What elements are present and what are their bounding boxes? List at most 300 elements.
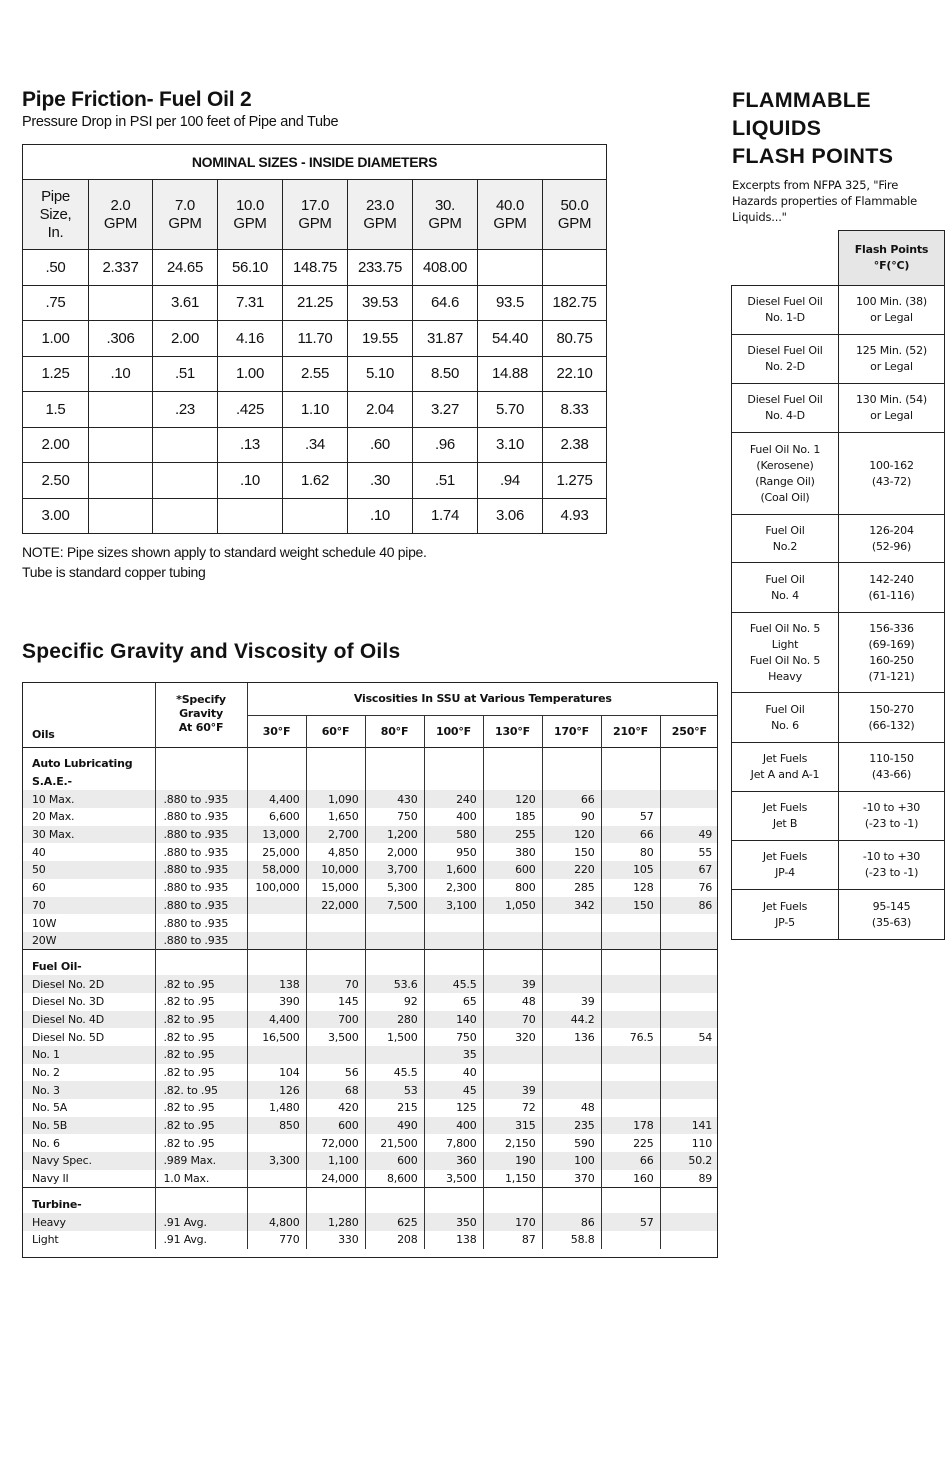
liquid-name <box>732 286 839 335</box>
table-cell: 76.5 <box>601 1028 660 1046</box>
table-cell: .82 to .95 <box>155 975 247 993</box>
table-cell: .880 to .935 <box>155 879 247 897</box>
table-cell: 190 <box>483 1152 542 1170</box>
table-cell: Heavy <box>22 1213 155 1231</box>
table-cell: 1,600 <box>424 861 483 879</box>
empty-cell <box>542 773 601 791</box>
table-cell: .10 <box>348 498 413 534</box>
flash-point-value <box>839 335 945 384</box>
table-row <box>23 285 607 321</box>
empty-cell <box>483 773 542 791</box>
table-row <box>732 433 945 515</box>
table-cell <box>601 993 660 1011</box>
table-cell: 430 <box>365 790 424 808</box>
section-header-row <box>22 773 718 791</box>
table-row <box>22 975 718 993</box>
table-cell <box>89 285 153 321</box>
table-cell: 3.10 <box>478 427 543 463</box>
section-gap <box>247 747 306 755</box>
table-cell: .13 <box>218 427 283 463</box>
value-line: (43-66) <box>871 768 912 781</box>
table-cell: 150 <box>542 843 601 861</box>
table-cell: Diesel No. 2D <box>22 975 155 993</box>
table-cell <box>218 498 283 534</box>
title-line: FLAMMABLE <box>732 88 871 112</box>
empty-cell <box>424 1196 483 1214</box>
table-cell: 58.8 <box>542 1231 601 1249</box>
empty-cell <box>424 755 483 773</box>
section-header-row <box>22 958 718 976</box>
table-row <box>22 1028 718 1046</box>
name-line: No. 4 <box>771 588 799 602</box>
table-cell: 40 <box>424 1064 483 1082</box>
empty-cell <box>155 1196 247 1214</box>
table-cell: 2,000 <box>365 843 424 861</box>
pipe-friction-table <box>22 144 607 534</box>
pipe-friction-subtitle: Pressure Drop in PSI per 100 feet of Pipe and Tube <box>22 114 339 130</box>
empty-cell <box>483 958 542 976</box>
table-cell: 57 <box>601 1213 660 1231</box>
table-cell: 1.74 <box>413 498 478 534</box>
table-cell: Diesel No. 4D <box>22 1011 155 1029</box>
table-cell: No. 5B <box>22 1117 155 1135</box>
table-cell <box>306 914 365 932</box>
table-cell: .82 to .95 <box>155 1028 247 1046</box>
name-line: Jet Fuels <box>762 899 808 913</box>
table-row <box>22 826 718 844</box>
table-cell: .82. to .95 <box>155 1081 247 1099</box>
flash-points-table <box>731 230 945 940</box>
table-cell: 87 <box>483 1231 542 1249</box>
table-row <box>732 792 945 841</box>
table-row <box>22 1081 718 1099</box>
value-line: 160-250 <box>869 653 914 667</box>
table-cell: 104 <box>247 1064 306 1082</box>
table-cell: 285 <box>542 879 601 897</box>
table-cell: 48 <box>483 993 542 1011</box>
table-cell: .34 <box>283 427 348 463</box>
table-cell: .30 <box>348 463 413 499</box>
empty-cell <box>155 773 247 791</box>
name-line: Jet Fuels <box>762 850 808 863</box>
table-cell: 86 <box>542 1213 601 1231</box>
name-line: Fuel Oil <box>765 702 805 716</box>
table-cell: 2.50 <box>23 463 89 499</box>
value-line: -10 to +30 <box>862 850 921 863</box>
table-cell: .82 to .95 <box>155 1046 247 1064</box>
empty-cell <box>660 958 718 976</box>
table-cell: 750 <box>365 808 424 826</box>
table-cell: 24,000 <box>306 1170 365 1188</box>
table-cell <box>542 975 601 993</box>
table-row <box>732 890 945 940</box>
table-cell: 138 <box>424 1231 483 1249</box>
name-line: Jet Fuels <box>762 801 808 814</box>
table-cell: .425 <box>218 392 283 428</box>
table-cell: 1,100 <box>306 1152 365 1170</box>
table-cell: 380 <box>483 843 542 861</box>
liquid-name <box>732 384 839 433</box>
table-row <box>22 861 718 879</box>
table-cell: 22,000 <box>306 897 365 915</box>
table-cell: 7,500 <box>365 897 424 915</box>
table-cell: 39 <box>542 993 601 1011</box>
table-row <box>23 463 607 499</box>
table-cell: 10 Max. <box>22 790 155 808</box>
header-line: 17.0 <box>301 196 329 214</box>
table-cell <box>601 975 660 993</box>
table-cell <box>660 1046 718 1064</box>
table-cell: 5.70 <box>478 392 543 428</box>
table-cell: 4,400 <box>247 790 306 808</box>
table-cell <box>247 1134 306 1152</box>
table-cell: 16,500 <box>247 1028 306 1046</box>
empty-cell <box>155 755 247 773</box>
section-gap <box>155 950 247 958</box>
table-cell: 22.10 <box>543 356 607 392</box>
excerpt-line: Liquids..." <box>732 210 787 224</box>
table-cell: 1.00 <box>218 356 283 392</box>
name-line: JP-4 <box>775 866 795 879</box>
header-line: 50.0 <box>560 196 589 214</box>
table-cell: 10W <box>32 916 57 930</box>
table-row <box>732 286 945 335</box>
empty-cell <box>483 755 542 773</box>
empty-cell <box>365 1196 424 1214</box>
value-line: 142-240 <box>869 572 914 586</box>
table-cell: Navy Spec. <box>22 1152 155 1170</box>
section-gap <box>306 950 365 958</box>
table-cell: 35 <box>424 1046 483 1064</box>
name-line: Diesel Fuel Oil <box>747 393 823 406</box>
table-cell: 3.00 <box>23 498 89 534</box>
table-cell: .306 <box>89 321 153 357</box>
table-cell: 2.00 <box>153 321 218 357</box>
section-gap <box>155 747 247 755</box>
table-cell: 4.16 <box>218 321 283 357</box>
table-cell: 48 <box>542 1099 601 1117</box>
name-line: No. 4-D <box>765 409 805 422</box>
table-cell: 580 <box>424 826 483 844</box>
table-cell: 420 <box>306 1099 365 1117</box>
header-line: 40.0 <box>496 196 524 214</box>
table-cell <box>153 463 218 499</box>
table-cell <box>542 1081 601 1099</box>
table-cell: 45.5 <box>365 1064 424 1082</box>
table-cell: 120 <box>542 826 601 844</box>
table-row <box>22 932 718 950</box>
specific-gravity-header <box>155 682 247 747</box>
table-row <box>23 356 607 392</box>
section-gap <box>542 1188 601 1196</box>
table-cell: 110 <box>660 1134 718 1152</box>
liquid-name <box>732 563 839 613</box>
table-cell <box>660 1064 718 1082</box>
table-row <box>23 250 607 286</box>
table-row <box>23 427 607 463</box>
table-cell: 30 Max. <box>22 826 155 844</box>
table-cell: 66 <box>542 790 601 808</box>
table-cell: .880 to .935 <box>155 826 247 844</box>
table-cell <box>365 1046 424 1064</box>
empty-cell <box>155 958 247 976</box>
temperature-header: 170°F <box>542 715 601 747</box>
table-cell: 240 <box>424 790 483 808</box>
table-cell <box>483 914 542 932</box>
section-gap <box>660 950 718 958</box>
value-line: (71-121) <box>868 669 915 683</box>
flash-point-value <box>839 384 945 433</box>
name-line: No. 1-D <box>765 311 805 324</box>
section-gap <box>483 747 542 755</box>
table-cell: 1.62 <box>283 463 348 499</box>
table-cell: 20 Max. <box>32 810 75 824</box>
table-cell <box>153 498 218 534</box>
header-line: GPM <box>493 214 527 232</box>
name-line: Light <box>771 637 799 651</box>
name-line: No. 6 <box>771 718 799 732</box>
table-row <box>732 613 945 693</box>
section-gap <box>483 950 542 958</box>
empty-cell <box>542 755 601 773</box>
liquid-name <box>732 743 839 792</box>
table-cell: 330 <box>306 1231 365 1249</box>
table-cell: 1,050 <box>483 897 542 915</box>
table-cell: Navy II <box>32 1171 69 1185</box>
table-cell <box>247 897 306 915</box>
table-cell: 400 <box>424 1117 483 1135</box>
table-cell: 1,280 <box>306 1213 365 1231</box>
table-cell: 950 <box>424 843 483 861</box>
table-cell: 126 <box>247 1081 306 1099</box>
header-line: 30. <box>435 196 455 214</box>
table-cell: 39 <box>483 1081 542 1099</box>
table-row <box>23 392 607 428</box>
table-row <box>22 843 718 861</box>
section-gap <box>155 1188 247 1196</box>
table-cell: 1.0 Max. <box>155 1170 247 1188</box>
table-cell <box>365 932 424 950</box>
empty-cell <box>424 773 483 791</box>
table-cell: 215 <box>365 1099 424 1117</box>
table-cell: 13,000 <box>247 826 306 844</box>
table-cell: 3,500 <box>306 1028 365 1046</box>
table-cell <box>247 1046 306 1064</box>
table-cell: 57 <box>601 808 660 826</box>
section-header-row <box>22 755 718 773</box>
section-gap <box>660 1188 718 1196</box>
table-cell <box>543 250 607 286</box>
table-cell: 800 <box>483 879 542 897</box>
flash-point-value <box>839 515 945 563</box>
table-cell: 14.88 <box>478 356 543 392</box>
table-cell <box>478 250 543 286</box>
table-cell <box>542 914 601 932</box>
table-cell: 39.53 <box>348 285 413 321</box>
flash-point-value <box>839 613 945 693</box>
table-cell: 2,150 <box>483 1134 542 1152</box>
table-cell: 45.5 <box>424 975 483 993</box>
table-cell <box>660 914 718 932</box>
table-cell <box>660 790 718 808</box>
table-cell: 138 <box>247 975 306 993</box>
table-cell: .60 <box>348 427 413 463</box>
table-row <box>22 1152 718 1170</box>
table-cell: 7.31 <box>218 285 283 321</box>
header-line: GPM <box>103 214 138 232</box>
table-cell <box>153 427 218 463</box>
table-cell: 49 <box>660 826 718 844</box>
pipe-friction-title: Pipe Friction- Fuel Oil 2 <box>22 88 252 111</box>
flash-points-title <box>732 86 893 170</box>
table-cell <box>601 914 660 932</box>
table-cell: 65 <box>424 993 483 1011</box>
pipe-friction-note <box>22 542 427 582</box>
value-line: (-23 to -1) <box>864 866 919 879</box>
table-cell <box>542 1064 601 1082</box>
table-cell: 600 <box>365 1152 424 1170</box>
table-cell: 233.75 <box>348 250 413 286</box>
section-header-row <box>22 1188 718 1196</box>
value-line: (43-72) <box>871 474 912 488</box>
table-cell: 2,300 <box>424 879 483 897</box>
pipe-size-header <box>23 180 89 250</box>
name-line: Fuel Oil No. 5 <box>749 621 821 635</box>
table-cell: .91 Avg. <box>155 1213 247 1231</box>
section-gap <box>22 950 155 958</box>
value-line: 126-204 <box>869 523 914 537</box>
value-line: -10 to +30 <box>862 801 921 814</box>
table-cell: 39 <box>483 975 542 993</box>
value-line: 100-162 <box>869 458 914 472</box>
table-cell: 4,800 <box>247 1213 306 1231</box>
table-cell <box>660 993 718 1011</box>
section-gap <box>365 747 424 755</box>
table-cell: .82 to .95 <box>155 1134 247 1152</box>
table-cell: .51 <box>153 356 218 392</box>
excerpt-line: Excerpts from NFPA 325, "Fire <box>732 178 899 192</box>
header-line: GPM <box>233 214 267 232</box>
table-cell: 370 <box>542 1170 601 1188</box>
flow-column-header <box>218 180 283 250</box>
empty-cell <box>424 958 483 976</box>
name-line: No. 2-D <box>765 360 805 373</box>
nominal-sizes-header: NOMINAL SIZES - INSIDE DIAMETERS <box>23 145 607 180</box>
table-cell <box>542 932 601 950</box>
empty-cell <box>732 231 839 286</box>
temperature-header: 80°F <box>365 715 424 747</box>
section-label: S.A.E.- <box>32 775 72 789</box>
table-cell <box>660 1011 718 1029</box>
table-cell: 8,600 <box>365 1170 424 1188</box>
section-gap <box>483 1188 542 1196</box>
table-cell: 67 <box>660 861 718 879</box>
name-line: (Coal Oil) <box>760 490 810 504</box>
name-line: Fuel Oil <box>765 523 805 537</box>
table-cell: 128 <box>601 879 660 897</box>
table-cell: 850 <box>247 1117 306 1135</box>
table-cell: 4,850 <box>306 843 365 861</box>
section-header-row <box>22 1196 718 1214</box>
table-cell: 600 <box>483 861 542 879</box>
name-line: Jet B <box>772 817 798 830</box>
table-row <box>23 321 607 357</box>
table-cell: 8.50 <box>413 356 478 392</box>
table-cell <box>601 1064 660 1082</box>
section-gap <box>601 950 660 958</box>
table-cell: 170 <box>483 1213 542 1231</box>
table-cell <box>483 1046 542 1064</box>
table-cell: 4,400 <box>247 1011 306 1029</box>
liquid-name <box>732 515 839 563</box>
table-header-row <box>22 682 718 715</box>
table-cell: Diesel No. 5D <box>32 1030 104 1044</box>
name-line: Fuel Oil No. 5 <box>749 653 821 667</box>
table-cell: 185 <box>483 808 542 826</box>
value-line: (52-96) <box>871 539 912 553</box>
table-cell: 93.5 <box>478 285 543 321</box>
table-row <box>22 993 718 1011</box>
table-cell: 182.75 <box>543 285 607 321</box>
table-cell <box>424 932 483 950</box>
title-line: FLASH POINTS <box>732 144 894 168</box>
section-label: Fuel Oil- <box>32 959 82 973</box>
table-cell: 70 <box>306 975 365 993</box>
table-cell: 490 <box>365 1117 424 1135</box>
value-line: 130 Min. (54) <box>856 393 927 406</box>
table-cell: .82 to .95 <box>155 993 247 1011</box>
table-cell <box>660 808 718 826</box>
table-cell: 1.25 <box>23 356 89 392</box>
table-cell: 2.00 <box>23 427 89 463</box>
section-gap <box>365 1188 424 1196</box>
table-cell: 3.61 <box>153 285 218 321</box>
oils-header: Oils <box>32 727 55 741</box>
viscosity-header: Viscosities In SSU at Various Temperatures <box>247 682 718 715</box>
table-cell <box>660 1081 718 1099</box>
empty-cell <box>306 755 365 773</box>
table-cell: 1,150 <box>483 1170 542 1188</box>
value-line: (66-132) <box>868 718 915 732</box>
value-line: (-23 to -1) <box>864 817 919 830</box>
table-cell: 3,700 <box>365 861 424 879</box>
flash-point-value <box>839 433 945 515</box>
title-line: LIQUIDS <box>732 116 822 140</box>
flash-points-header <box>839 231 945 286</box>
section-gap <box>365 950 424 958</box>
table-cell: 1,480 <box>247 1099 306 1117</box>
table-row <box>732 743 945 792</box>
table-cell: .23 <box>153 392 218 428</box>
table-cell <box>660 1213 718 1231</box>
table-cell: 3,300 <box>247 1152 306 1170</box>
table-cell: 148.75 <box>283 250 348 286</box>
section-gap <box>22 747 155 755</box>
table-cell: 80 <box>601 843 660 861</box>
table-cell: 66 <box>601 1152 660 1170</box>
table-cell: 141 <box>660 1117 718 1135</box>
table-cell <box>365 914 424 932</box>
table-cell: .880 to .935 <box>155 914 247 932</box>
table-cell: 590 <box>542 1134 601 1152</box>
value-line: 150-270 <box>869 702 914 716</box>
header-line: GPM <box>557 214 592 232</box>
table-cell: 2.04 <box>348 392 413 428</box>
empty-cell <box>660 755 718 773</box>
value-line: 125 Min. (52) <box>856 344 927 357</box>
value-line: (35-63) <box>871 915 912 929</box>
table-cell: 11.70 <box>283 321 348 357</box>
